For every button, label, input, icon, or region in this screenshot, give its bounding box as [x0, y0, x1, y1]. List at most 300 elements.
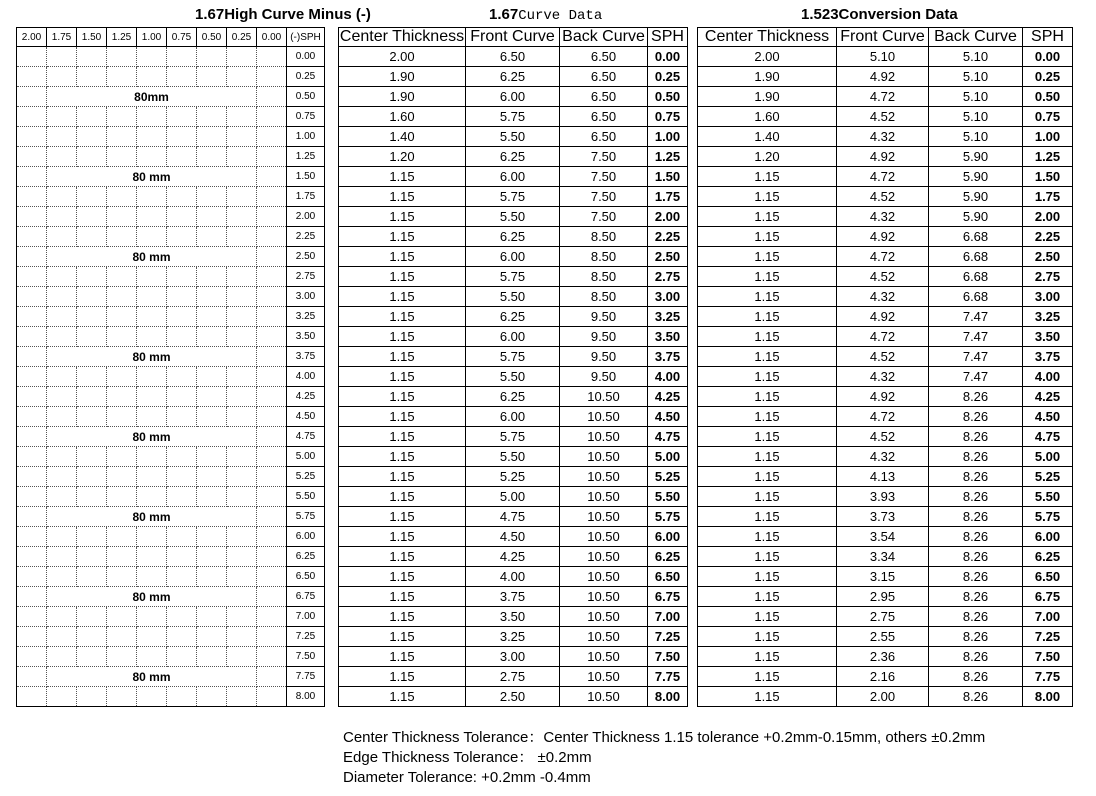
- table-cell: 3.93: [837, 487, 929, 507]
- sph-cell: 1.25: [648, 147, 688, 167]
- grid-cell: [17, 287, 47, 307]
- grid-row: [17, 307, 325, 327]
- grid-cell: [227, 327, 257, 347]
- grid-cell: [197, 607, 227, 627]
- table-cell: 7.50: [560, 147, 648, 167]
- grid-cell: [137, 687, 167, 707]
- sph-value: 0.50: [287, 87, 325, 107]
- left-table-title: 1.67High Curve Minus (-): [195, 6, 371, 23]
- grid-cell: [77, 287, 107, 307]
- table-cell: 5.75: [466, 347, 560, 367]
- table-cell: 6.50: [560, 127, 648, 147]
- table-cell: 10.50: [560, 647, 648, 667]
- grid-cell: [17, 607, 47, 627]
- grid-cell: [197, 407, 227, 427]
- table-cell: 4.32: [837, 127, 929, 147]
- grid-cell: [107, 547, 137, 567]
- sph-value: 1.50: [287, 167, 325, 187]
- sph-cell: 3.25: [648, 307, 688, 327]
- grid-cell: [47, 67, 77, 87]
- grid-cell: [137, 647, 167, 667]
- grid-cell: [77, 567, 107, 587]
- grid-cell: [77, 107, 107, 127]
- grid-cell: [77, 407, 107, 427]
- sph-cell: 5.75: [648, 507, 688, 527]
- grid-cell: [257, 107, 287, 127]
- sph-cell: 5.75: [1023, 507, 1073, 527]
- grid-cell: [197, 227, 227, 247]
- grid-column-header: 1.75: [47, 28, 77, 47]
- grid-cell: [227, 47, 257, 67]
- conversion-data-table: [697, 27, 1073, 707]
- table-cell: 4.72: [837, 407, 929, 427]
- grid-cell: [17, 587, 47, 607]
- table-row: [339, 527, 688, 547]
- table-cell: 4.92: [837, 307, 929, 327]
- grid-cell: [227, 567, 257, 587]
- table-row: [698, 627, 1073, 647]
- grid-cell: [77, 367, 107, 387]
- grid-cell: [227, 447, 257, 467]
- grid-cell: [227, 407, 257, 427]
- sph-cell: 5.00: [1023, 447, 1073, 467]
- table-cell: 1.15: [698, 487, 837, 507]
- grid-cell: [257, 527, 287, 547]
- grid-cell: [17, 107, 47, 127]
- table-cell: 4.50: [466, 527, 560, 547]
- table-cell: 5.75: [466, 187, 560, 207]
- grid-cell: [227, 147, 257, 167]
- grid-cell: [47, 607, 77, 627]
- grid-cell: [47, 407, 77, 427]
- grid-cell: [137, 287, 167, 307]
- grid-cell: [257, 87, 287, 107]
- grid-cell: [107, 367, 137, 387]
- sph-cell: 8.00: [1023, 687, 1073, 707]
- grid-cell: [17, 687, 47, 707]
- grid-row: [17, 687, 325, 707]
- grid-cell: [167, 147, 197, 167]
- grid-cell: [107, 267, 137, 287]
- table-cell: 1.15: [698, 347, 837, 367]
- table-cell: 5.50: [466, 207, 560, 227]
- grid-cell: [227, 547, 257, 567]
- table-cell: 4.72: [837, 87, 929, 107]
- grid-cell: [227, 387, 257, 407]
- diameter-label: 80 mm: [47, 247, 257, 267]
- table-cell: 8.26: [929, 687, 1023, 707]
- table-cell: 1.15: [339, 607, 466, 627]
- grid-cell: [257, 687, 287, 707]
- grid-cell: [137, 487, 167, 507]
- sph-cell: 3.75: [648, 347, 688, 367]
- grid-row: [17, 447, 325, 467]
- table-cell: 4.52: [837, 347, 929, 367]
- table-row: [698, 87, 1073, 107]
- table-cell: 1.15: [339, 367, 466, 387]
- grid-cell: [167, 287, 197, 307]
- sph-cell: 7.25: [1023, 627, 1073, 647]
- grid-cell: [257, 487, 287, 507]
- sph-value: 4.25: [287, 387, 325, 407]
- table-cell: 1.15: [698, 627, 837, 647]
- table-cell: 10.50: [560, 627, 648, 647]
- grid-cell: [107, 527, 137, 547]
- table-cell: 1.15: [698, 307, 837, 327]
- grid-cell: [227, 527, 257, 547]
- table-cell: 6.00: [466, 167, 560, 187]
- table-cell: 4.92: [837, 227, 929, 247]
- grid-cell: [47, 47, 77, 67]
- grid-column-header: 0.50: [197, 28, 227, 47]
- grid-cell: [227, 127, 257, 147]
- grid-cell: [167, 127, 197, 147]
- grid-cell: [167, 67, 197, 87]
- sph-cell: 4.00: [1023, 367, 1073, 387]
- table-cell: 1.20: [339, 147, 466, 167]
- range-grid-header: [17, 28, 325, 47]
- grid-cell: [197, 327, 227, 347]
- sph-value: 3.75: [287, 347, 325, 367]
- table-row: [339, 427, 688, 447]
- grid-row: [17, 147, 325, 167]
- grid-cell: [77, 207, 107, 227]
- table-cell: 10.50: [560, 387, 648, 407]
- grid-cell: [107, 467, 137, 487]
- table-row: [698, 467, 1073, 487]
- table-cell: 9.50: [560, 327, 648, 347]
- diameter-label: 80mm: [47, 87, 257, 107]
- grid-cell: [197, 647, 227, 667]
- sph-cell: 3.00: [1023, 287, 1073, 307]
- table-cell: 8.26: [929, 467, 1023, 487]
- grid-cell: [17, 447, 47, 467]
- sph-cell: 0.50: [1023, 87, 1073, 107]
- grid-cell: [77, 147, 107, 167]
- table-row: [698, 367, 1073, 387]
- sph-cell: 4.75: [648, 427, 688, 447]
- grid-cell: [47, 567, 77, 587]
- table-cell: 8.26: [929, 587, 1023, 607]
- grid-cell: [107, 47, 137, 67]
- table-cell: 1.15: [339, 327, 466, 347]
- table-cell: 5.90: [929, 167, 1023, 187]
- table-cell: 6.50: [560, 47, 648, 67]
- sph-cell: 0.75: [648, 107, 688, 127]
- sph-cell: 4.75: [1023, 427, 1073, 447]
- sph-cell: 2.25: [1023, 227, 1073, 247]
- grid-cell: [17, 147, 47, 167]
- sph-cell: 3.50: [648, 327, 688, 347]
- grid-cell: [197, 147, 227, 167]
- table-row: [698, 407, 1073, 427]
- grid-cell: [77, 47, 107, 67]
- grid-cell: [197, 287, 227, 307]
- grid-row: [17, 427, 325, 447]
- table-cell: 5.50: [466, 287, 560, 307]
- grid-cell: [137, 547, 167, 567]
- grid-cell: [227, 307, 257, 327]
- grid-cell: [257, 187, 287, 207]
- grid-cell: [227, 467, 257, 487]
- grid-cell: [77, 687, 107, 707]
- table-cell: 1.90: [339, 87, 466, 107]
- grid-column-header: 0.25: [227, 28, 257, 47]
- table-row: [698, 427, 1073, 447]
- table-cell: 1.15: [339, 187, 466, 207]
- table-cell: 5.10: [929, 107, 1023, 127]
- sph-cell: 6.00: [1023, 527, 1073, 547]
- table-row: [698, 347, 1073, 367]
- grid-cell: [137, 327, 167, 347]
- table-cell: 6.25: [466, 387, 560, 407]
- table-row: [698, 507, 1073, 527]
- grid-cell: [17, 387, 47, 407]
- table-cell: 3.15: [837, 567, 929, 587]
- table-cell: 7.47: [929, 367, 1023, 387]
- table-row: [339, 407, 688, 427]
- grid-cell: [167, 467, 197, 487]
- grid-cell: [47, 547, 77, 567]
- grid-cell: [47, 207, 77, 227]
- grid-cell: [167, 47, 197, 67]
- grid-cell: [47, 267, 77, 287]
- grid-row: [17, 347, 325, 367]
- table-row: [339, 667, 688, 687]
- sph-cell: 1.50: [648, 167, 688, 187]
- table-cell: 3.00: [466, 647, 560, 667]
- grid-row: [17, 287, 325, 307]
- table-cell: 4.32: [837, 367, 929, 387]
- grid-cell: [137, 227, 167, 247]
- diameter-note: Diameter Tolerance: +0.2mm -0.4mm: [343, 769, 591, 786]
- table-cell: 1.15: [339, 627, 466, 647]
- sph-cell: 6.25: [1023, 547, 1073, 567]
- column-header: Back Curve: [929, 28, 1023, 47]
- grid-cell: [107, 487, 137, 507]
- table-row: [339, 147, 688, 167]
- grid-cell: [167, 607, 197, 627]
- grid-cell: [197, 447, 227, 467]
- grid-cell: [197, 527, 227, 547]
- table-row: [339, 167, 688, 187]
- table-row: [339, 547, 688, 567]
- sph-value: 0.75: [287, 107, 325, 127]
- grid-cell: [17, 227, 47, 247]
- table-cell: 2.75: [837, 607, 929, 627]
- table-cell: 1.15: [339, 387, 466, 407]
- grid-cell: [47, 287, 77, 307]
- table-row: [339, 227, 688, 247]
- table-cell: 2.00: [837, 687, 929, 707]
- table-cell: 8.26: [929, 567, 1023, 587]
- table-cell: 3.25: [466, 627, 560, 647]
- grid-cell: [77, 227, 107, 247]
- table-row: [698, 187, 1073, 207]
- table-row: [698, 447, 1073, 467]
- grid-cell: [137, 147, 167, 167]
- sph-cell: 6.75: [1023, 587, 1073, 607]
- table-cell: 1.15: [698, 287, 837, 307]
- grid-cell: [197, 47, 227, 67]
- grid-row: [17, 567, 325, 587]
- table-cell: 1.90: [698, 67, 837, 87]
- grid-cell: [77, 187, 107, 207]
- table-row: [339, 447, 688, 467]
- sph-value: 4.50: [287, 407, 325, 427]
- grid-cell: [257, 147, 287, 167]
- grid-cell: [167, 687, 197, 707]
- grid-column-header: 1.25: [107, 28, 137, 47]
- grid-cell: [197, 187, 227, 207]
- column-header: SPH: [648, 28, 688, 47]
- grid-cell: [17, 647, 47, 667]
- table-cell: 1.15: [339, 487, 466, 507]
- grid-cell: [257, 647, 287, 667]
- table-row: [339, 207, 688, 227]
- table-cell: 4.52: [837, 107, 929, 127]
- sph-cell: 4.00: [648, 367, 688, 387]
- table-row: [698, 307, 1073, 327]
- middle-title-index: 1.67: [489, 6, 519, 23]
- grid-cell: [227, 187, 257, 207]
- grid-cell: [107, 647, 137, 667]
- table-row: [339, 507, 688, 527]
- sph-cell: 4.25: [1023, 387, 1073, 407]
- table-cell: 6.25: [466, 227, 560, 247]
- table-row: [339, 587, 688, 607]
- grid-cell: [47, 387, 77, 407]
- table-cell: 1.15: [698, 447, 837, 467]
- sph-value: 6.25: [287, 547, 325, 567]
- grid-row: [17, 627, 325, 647]
- table-cell: 6.25: [466, 307, 560, 327]
- diameter-label: 80 mm: [47, 667, 257, 687]
- grid-cell: [257, 167, 287, 187]
- table-cell: 4.75: [466, 507, 560, 527]
- table-cell: 5.75: [466, 107, 560, 127]
- grid-column-header: 2.00: [17, 28, 47, 47]
- grid-cell: [107, 607, 137, 627]
- grid-column-header: 1.50: [77, 28, 107, 47]
- column-header: Front Curve: [466, 28, 560, 47]
- table-cell: 6.50: [466, 47, 560, 67]
- table-row: [339, 187, 688, 207]
- table-cell: 6.25: [466, 67, 560, 87]
- sph-cell: 5.50: [648, 487, 688, 507]
- sph-cell: 4.50: [648, 407, 688, 427]
- grid-cell: [257, 327, 287, 347]
- grid-row: [17, 47, 325, 67]
- grid-row: [17, 87, 325, 107]
- table-cell: 5.10: [837, 47, 929, 67]
- sph-value: 6.75: [287, 587, 325, 607]
- grid-cell: [77, 547, 107, 567]
- table-row: [698, 107, 1073, 127]
- grid-cell: [167, 647, 197, 667]
- grid-cell: [17, 167, 47, 187]
- column-header: Center Thickness: [339, 28, 465, 45]
- table-cell: 1.15: [339, 427, 466, 447]
- table-cell: 6.68: [929, 247, 1023, 267]
- table-cell: 1.60: [339, 107, 466, 127]
- table-cell: 8.26: [929, 667, 1023, 687]
- table-row: [698, 567, 1073, 587]
- grid-cell: [17, 347, 47, 367]
- grid-column-header: (-)SPH: [287, 28, 325, 47]
- grid-cell: [47, 367, 77, 387]
- sph-cell: 6.50: [1023, 567, 1073, 587]
- sph-cell: 7.00: [1023, 607, 1073, 627]
- grid-cell: [17, 187, 47, 207]
- table-cell: 4.92: [837, 67, 929, 87]
- sph-cell: 4.50: [1023, 407, 1073, 427]
- grid-cell: [107, 407, 137, 427]
- grid-cell: [107, 67, 137, 87]
- diameter-label: 80 mm: [47, 587, 257, 607]
- sph-cell: 2.25: [648, 227, 688, 247]
- table-cell: 4.32: [837, 207, 929, 227]
- table-cell: 10.50: [560, 487, 648, 507]
- sph-cell: 7.25: [648, 627, 688, 647]
- table-cell: 5.10: [929, 127, 1023, 147]
- grid-cell: [167, 207, 197, 227]
- grid-cell: [227, 107, 257, 127]
- grid-cell: [137, 307, 167, 327]
- grid-cell: [167, 387, 197, 407]
- grid-cell: [107, 567, 137, 587]
- table-cell: 1.15: [698, 687, 837, 707]
- grid-cell: [167, 547, 197, 567]
- grid-row: [17, 107, 325, 127]
- sph-value: 5.25: [287, 467, 325, 487]
- grid-cell: [227, 687, 257, 707]
- table-cell: 4.32: [837, 447, 929, 467]
- grid-cell: [137, 607, 167, 627]
- table-cell: 9.50: [560, 367, 648, 387]
- grid-cell: [257, 567, 287, 587]
- grid-cell: [77, 307, 107, 327]
- grid-cell: [257, 607, 287, 627]
- table-cell: 2.00: [339, 47, 466, 67]
- grid-cell: [17, 627, 47, 647]
- table-row: [698, 267, 1073, 287]
- table-row: [339, 247, 688, 267]
- tolerance-notes: [343, 728, 985, 788]
- sph-value: 7.00: [287, 607, 325, 627]
- table-row: [339, 307, 688, 327]
- grid-cell: [137, 567, 167, 587]
- table-row: [339, 467, 688, 487]
- grid-column-header: 1.00: [137, 28, 167, 47]
- sph-value: 6.00: [287, 527, 325, 547]
- table-cell: 1.60: [698, 107, 837, 127]
- table-row: [698, 647, 1073, 667]
- sph-cell: 3.00: [648, 287, 688, 307]
- table-cell: 1.15: [339, 587, 466, 607]
- grid-cell: [77, 467, 107, 487]
- table-cell: 1.15: [698, 267, 837, 287]
- sph-cell: 3.50: [1023, 327, 1073, 347]
- table-cell: 10.50: [560, 587, 648, 607]
- grid-cell: [47, 447, 77, 467]
- table-cell: 1.15: [339, 567, 466, 587]
- table-cell: 8.26: [929, 607, 1023, 627]
- table-cell: 7.50: [560, 187, 648, 207]
- grid-cell: [77, 327, 107, 347]
- grid-cell: [17, 467, 47, 487]
- grid-cell: [137, 367, 167, 387]
